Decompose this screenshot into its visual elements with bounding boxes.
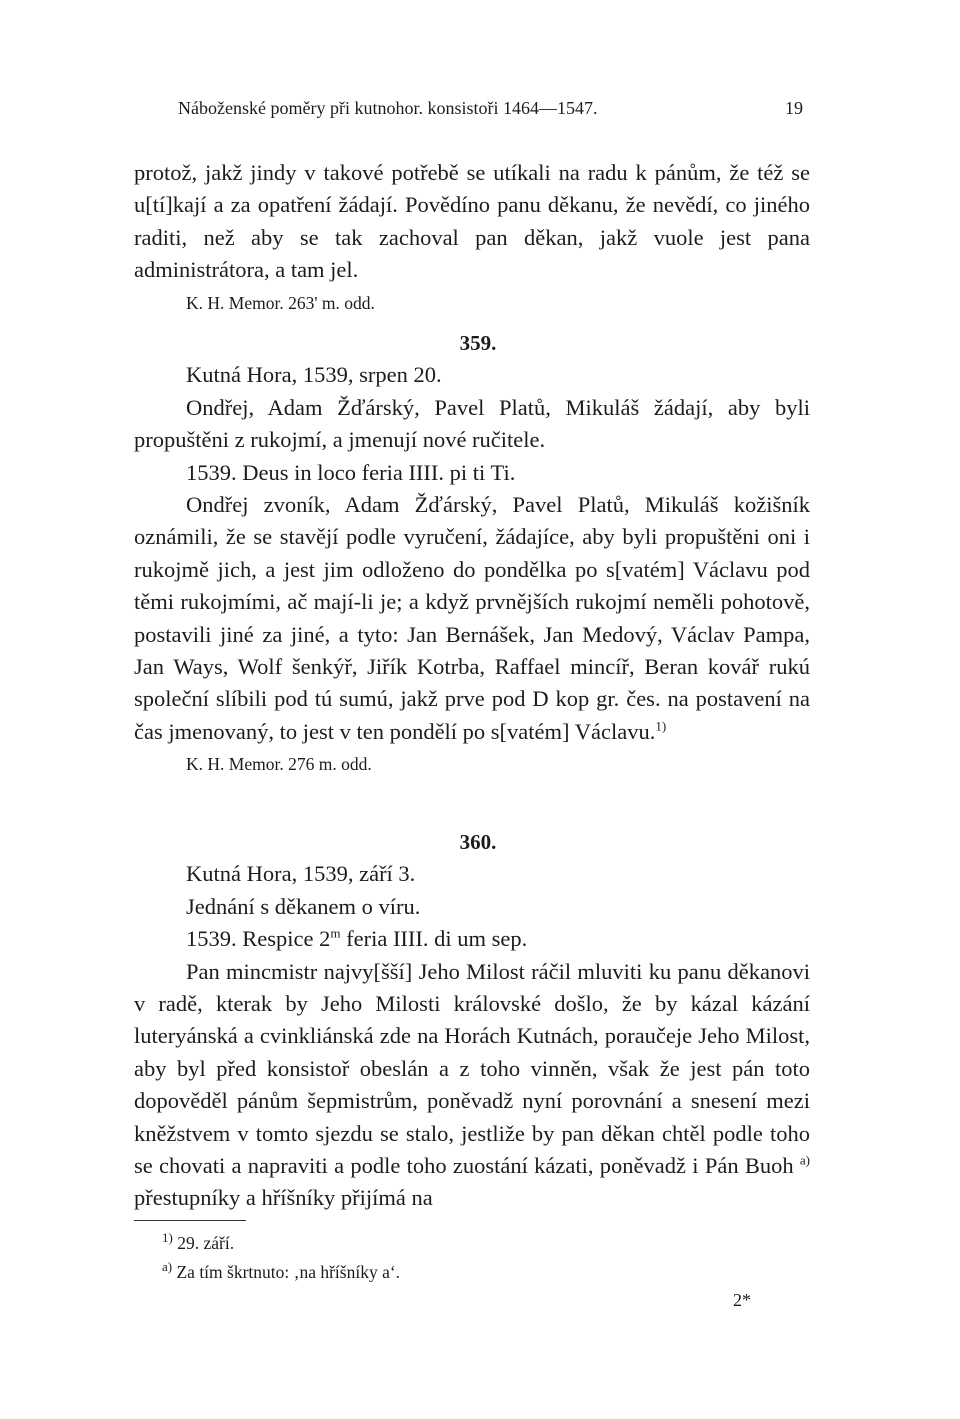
footnote-separator [134, 1220, 246, 1221]
footnote-marker: a) [799, 1152, 811, 1168]
place-date: Kutná Hora, 1539, září 3. [186, 861, 416, 887]
running-header [178, 98, 803, 119]
place-date: Kutná Hora, 1539, srpen 20. [186, 362, 442, 388]
document-number: 360. [459, 830, 497, 854]
running-title: Náboženské poměry při kutnohor. konsistoři 1464—1547. [178, 98, 598, 118]
footnote-1 [162, 1230, 235, 1254]
document-text [134, 956, 810, 1215]
document-text [134, 489, 810, 748]
footnote-a [162, 1259, 401, 1283]
document-body: Pan mincmistr najvy[šší] Jeho Milost ráčil mluviti ku panu děkanovi v radě, kterak by Jeho Milosti královské došlo, že by kázal kázání luteryánská a cvinkliánská zde na Horách Kutnách, poraučeje Jeho Milost, aby byl před konsistoř obeslán a z toho vinněn, však že jest pán toto dopověděl pánům šepmistrům, poněvadž nyní porovnání a snesení mezi kněžstvem v tomto sjezdu se stalo, jestliže by pan děkan chtěl podle toho se chovati a napraviti a podle toho zuostání kázati, poněvadž i Pán Buoh [134, 958, 810, 1179]
document-body: Ondřej zvoník, Adam Žďárský, Pavel Platů, Mikuláš kožišník oznámili, že se stavějí podle vyručení, žádajíce, aby byli propuštěni oni i rukojmě jich, a jest jim odloženo do pondělka po s[vatém] Václavu pod těmi rukojmími, ač mají-li je; a když prvnějších rukojmí neměli pohotově, postavili jiné za jiné, a tyto: Jan Bernášek, Jan Medový, Václav Pampa, Jan Ways, Wolf šenkýř, Jiřík Kotrba, Raffael mincíř, Beran kovář rukú společní slíbili pod tú sumú, jakž prve pod D kop gr. čes. na postavení na čas jmenovaný, to jest v ten pondělí po s[vatém] Václavu. [134, 492, 810, 744]
footnote-marker: 1) [655, 718, 667, 734]
continuation-block [134, 157, 810, 319]
regest-summary: Jednání s děkanem o víru. [186, 893, 421, 919]
continuation-paragraph: protož, jakž jindy v takové potřebě se utíkali na radu k pánům, že též se u[tí]kají a za opatření žádají. Povědíno panu děkanu, že nevědí, co jiného raditi, než aby se tak zachoval pan děkan, jakž vuole jest pana administrátora, a tam jel. [134, 160, 810, 283]
source-reference: K. H. Memor. 263' m. odd. [186, 292, 375, 313]
signature-mark: 2* [733, 1290, 751, 1310]
footnote-mark: a) [162, 1259, 173, 1275]
dating-text: 1539. Respice 2 [186, 926, 331, 952]
dating-line [186, 923, 810, 955]
document-body-rest: přestupníky a hříšníky přijímá na [134, 1185, 433, 1211]
regest-summary: Ondřej, Adam Žďárský, Pavel Platů, Mikuláš žádají, aby byli propuštěni z rukojmí, a jmenují nové ručitele. [134, 394, 810, 453]
page-number: 19 [785, 98, 803, 118]
dating-line: 1539. Deus in loco feria IIII. pi ti Ti. [186, 459, 516, 485]
document-number: 359. [459, 331, 497, 355]
footnote-mark: 1) [162, 1230, 173, 1246]
dating-superscript: m [330, 925, 341, 941]
source-reference: K. H. Memor. 276 m. odd. [186, 754, 372, 775]
document-359 [134, 327, 810, 781]
footnote-text: Za tím škrtnuto: ‚na hříšníky a‘. [176, 1262, 401, 1282]
footnote-text: 29. září. [177, 1233, 235, 1253]
dating-text-rest: feria IIII. di um sep. [340, 926, 528, 952]
document-360 [134, 826, 810, 1215]
